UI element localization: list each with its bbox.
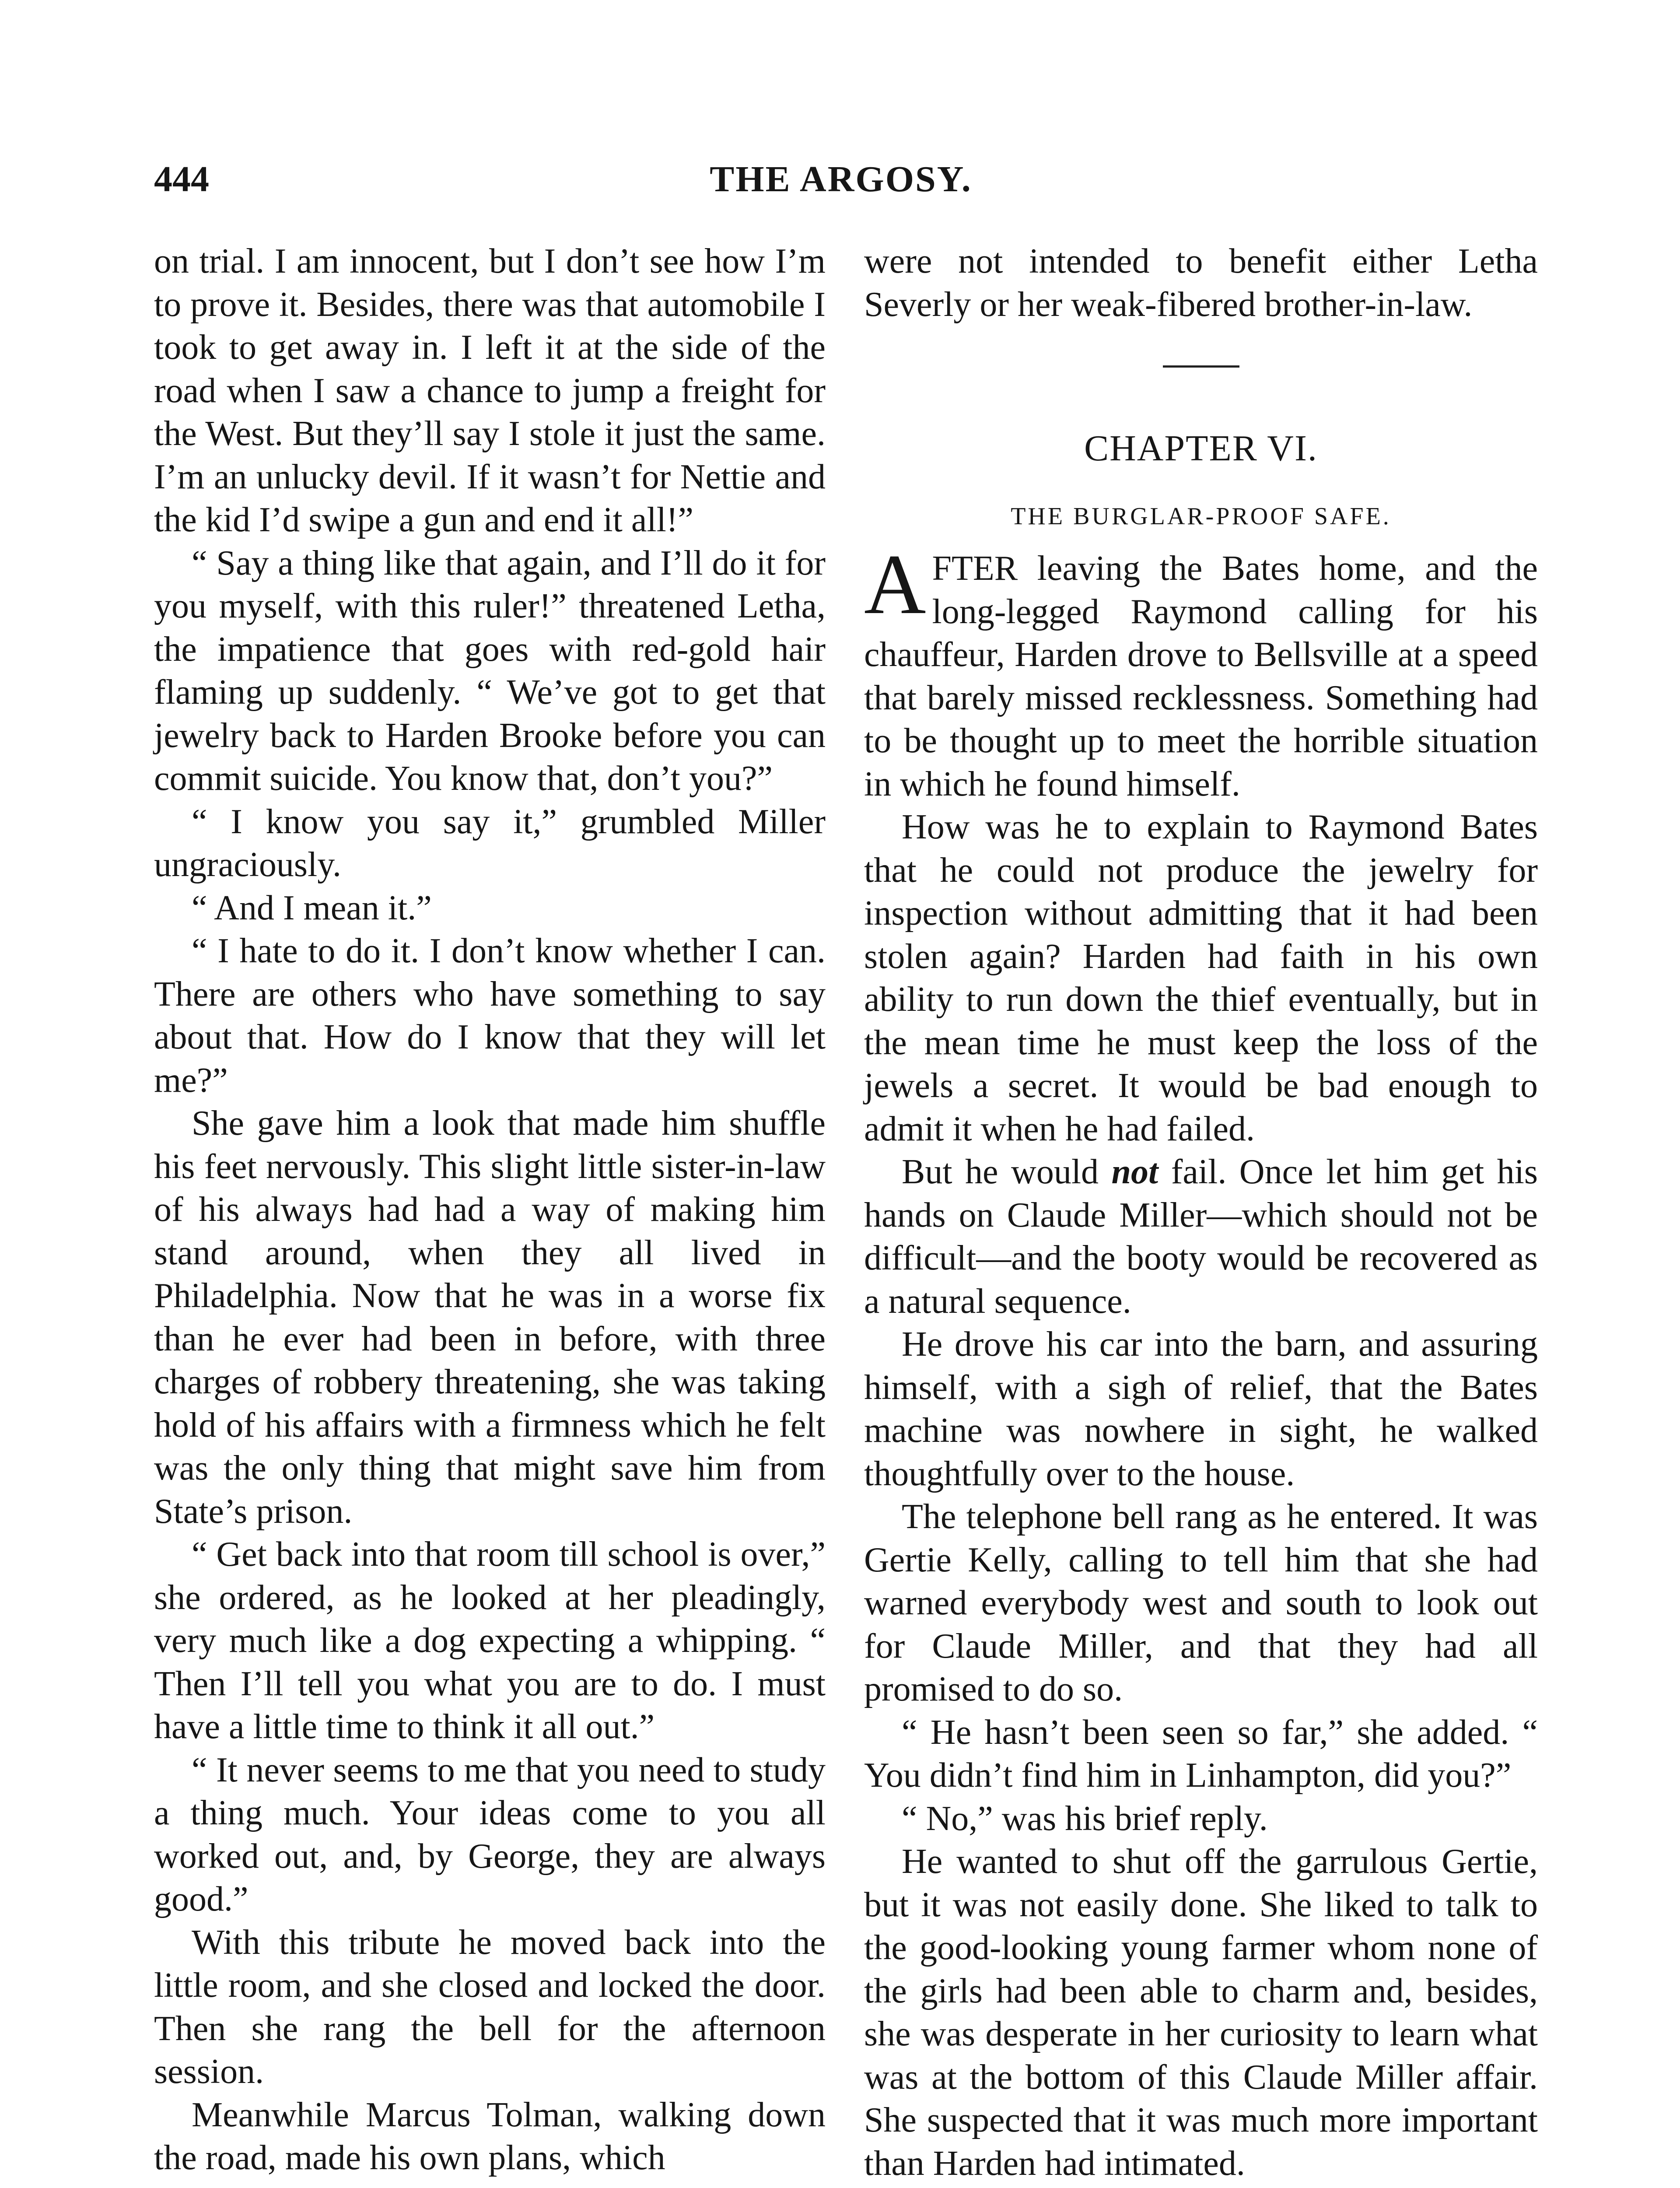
paragraph: “ It never seems to me that you need to study a thing much. Your ideas come to you all worked out, and, by George, they are always good.” xyxy=(154,1750,826,1918)
page-number: 444 xyxy=(154,159,209,200)
running-title: THE ARGOSY. xyxy=(710,159,972,200)
paragraph: “ He hasn’t been seen so far,” she added. “ You didn’t find him in Linhampton, did you?” xyxy=(864,1713,1538,1795)
paragraph: were not intended to benefit either Letha Severly or her weak-fibered brother-in-law. xyxy=(864,242,1538,324)
paragraph: “ No,” was his brief reply. xyxy=(902,1799,1268,1838)
chapter-opening-paragraph xyxy=(864,537,1538,806)
drop-cap: A xyxy=(864,537,926,632)
left-column xyxy=(154,240,826,2180)
page-header xyxy=(154,153,1528,206)
opening-text: FTER leaving the Bates home, and the long-legged Raymond calling for his chauffeur, Harden drove to Bellsville at a speed that barely missed recklessness. Something had to be thought up to meet the horrible situation in which he found himself. xyxy=(864,549,1538,803)
paragraph: “ I hate to do it. I don’t know whether I can. There are others who have something to say about that. How do I know that they will let me?” xyxy=(154,932,826,1100)
paragraph: on trial. I am innocent, but I don’t see how I’m to prove it. Besides, there was that automobile I took to get away in. I left it at the side of the road when I saw a chance to jump a freight for the West. But they’ll say I stole it just the same. I’m an unlucky devil. If it wasn’t for Nettie and the kid I’d swipe a gun and end it all!” xyxy=(154,242,826,539)
paragraph: Meanwhile Marcus Tolman, walking down the road, made his own plans, which xyxy=(154,2095,826,2177)
paragraph: “ Get back into that room till school is over,” she ordered, as he looked at her pleadingly, very much like a dog expecting a whipping. “ Then I’ll tell you what you are to do. I must have a little time to think it all out.” xyxy=(154,1535,826,1746)
paragraph: He wanted to shut off the garrulous Gertie, but it was not easily done. She liked to talk to the good-looking young farmer whom none of the girls had been able to charm and, besides, she was desperate in her curiosity to learn what was at the bottom of this Claude Miller affair. She suspected that it was much more important than Harden had intimated. xyxy=(864,1842,1538,2183)
chapter-subtitle: THE BURGLAR-PROOF SAFE. xyxy=(1011,503,1391,530)
paragraph: She gave him a look that made him shuffle his feet nervously. This slight little sister-in-law of his always had had a way of making him stand around, when they all lived in Philadelphia. Now that he was in a worse fix than he ever had been in before, with three charges of robbery threatening, she was taking hold of his affairs with a firmness which he felt was the only thing that might save him from State’s prison. xyxy=(154,1104,826,1531)
chapter-title: CHAPTER VI. xyxy=(1084,428,1318,469)
paragraph: How was he to explain to Raymond Bates that he could not produce the jewelry for inspection without admitting that it had been stolen again? Harden had faith in his own ability to run down the thief eventually, but in the mean time he must keep the loss of the jewels a secret. It would be bad enough to admit it when he had failed. xyxy=(864,808,1538,1148)
section-divider xyxy=(1163,365,1239,368)
paragraph: With this tribute he moved back into the little room, and she closed and locked the door. Then she rang the bell for the afternoon session. xyxy=(154,1923,826,2091)
paragraph: He drove his car into the barn, and assuring himself, with a sigh of relief, that the Bates machine was nowhere in sight, he walked thoughtfully over to the house. xyxy=(864,1325,1538,1493)
paragraph: The telephone bell rang as he entered. It was Gertie Kelly, calling to tell him that she had warned everybody west and south to look out for Claude Miller, and that they had all promised to do so. xyxy=(864,1497,1538,1708)
paragraph: “ And I mean it.” xyxy=(192,888,432,927)
right-column xyxy=(864,240,1538,2185)
emphasis: not xyxy=(1111,1153,1158,1191)
text-run: But he would xyxy=(902,1153,1112,1191)
text-run: fail. Once let him get his hands on Claude Miller—which should not be difficult—and the booty would be recovered as a natural sequence. xyxy=(864,1153,1538,1321)
paragraph: “ Say a thing like that again, and I’ll do it for you myself, with this ruler!” threatened Letha, the impatience that goes with red-gold hair flaming up suddenly. “ We’ve got to get that jewelry back to Harden Brooke before you can commit suicide. You know that, don’t you?” xyxy=(154,543,826,798)
paragraph: “ I know you say it,” grumbled Miller ungraciously. xyxy=(154,802,826,884)
paragraph xyxy=(864,1150,1538,1323)
